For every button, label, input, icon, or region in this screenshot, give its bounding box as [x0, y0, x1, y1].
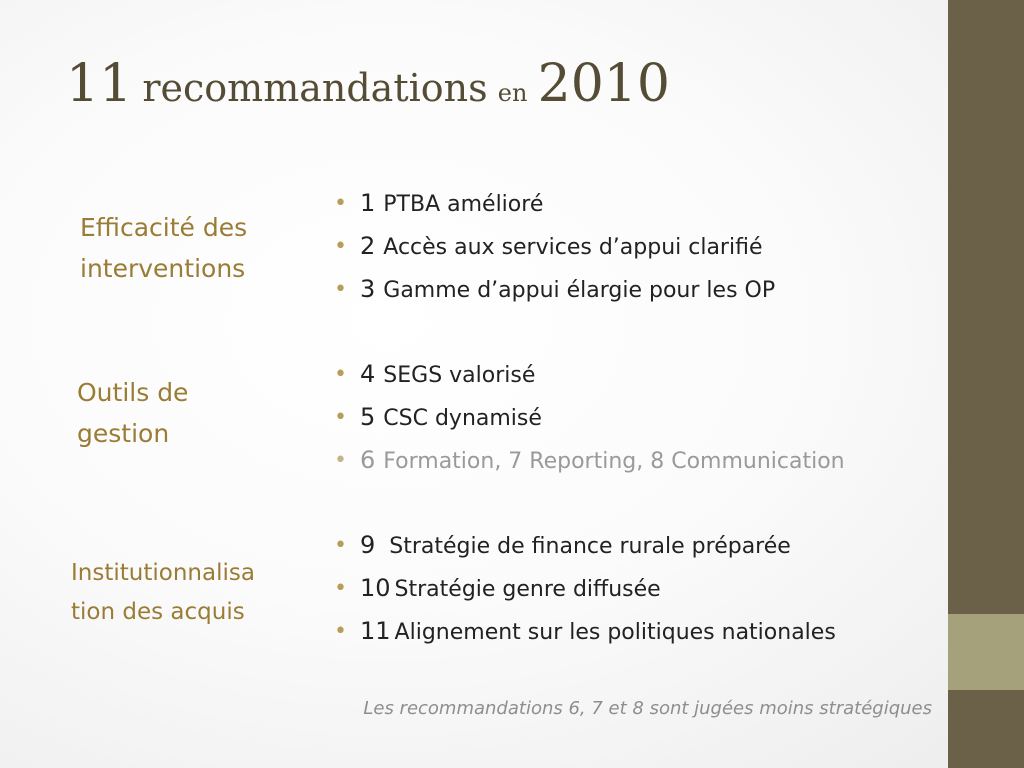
category-line: interventions	[80, 254, 246, 283]
footnote: Les recommandations 6, 7 et 8 sont jugées moins stratégiques	[363, 698, 932, 719]
recommendation-item	[334, 396, 845, 439]
bullet-icon: •	[334, 448, 347, 473]
bullet-icon: •	[334, 234, 347, 259]
recommendation-number: 6	[360, 446, 376, 474]
bullet-icon: •	[334, 362, 347, 387]
category-line: Institutionnalisa	[71, 560, 255, 586]
recommendation-item	[334, 610, 836, 653]
bullet-icon: •	[334, 405, 347, 430]
recommendation-number: 9	[360, 531, 376, 559]
recommendation-item	[334, 225, 775, 268]
bullet-icon: •	[334, 191, 347, 216]
recommendation-text: PTBA amélioré	[383, 192, 544, 217]
recommendation-group-2	[334, 353, 845, 482]
category-line: Outils de	[77, 378, 189, 407]
category-line: Efficacité des	[80, 213, 248, 242]
recommendation-number: 3	[360, 275, 376, 303]
recommendation-text: Alignement sur les politiques nationales	[394, 620, 836, 645]
bullet-icon: •	[334, 576, 347, 601]
recommendation-number: 10	[360, 574, 391, 602]
recommendation-item	[334, 182, 775, 225]
recommendation-text: Stratégie de finance rurale préparée	[389, 534, 791, 559]
recommendation-number: 1	[360, 189, 376, 217]
category-line: gestion	[77, 419, 170, 448]
recommendation-item-muted	[334, 439, 845, 482]
recommendation-text: Stratégie genre diffusée	[394, 577, 661, 602]
title-connector: en	[497, 79, 528, 107]
slide-title	[66, 54, 670, 114]
recommendation-group-3	[334, 524, 836, 653]
recommendation-item	[334, 524, 836, 567]
recommendation-text: CSC dynamisé	[383, 406, 542, 431]
recommendation-text: SEGS valorisé	[383, 363, 536, 388]
title-word: recommandations	[142, 66, 488, 110]
recommendation-number: 5	[360, 403, 376, 431]
bullet-icon: •	[334, 277, 347, 302]
recommendation-item	[334, 353, 845, 396]
recommendation-number: 4	[360, 360, 376, 388]
recommendation-number: 11	[360, 617, 391, 645]
bullet-icon: •	[334, 533, 347, 558]
recommendation-text: Formation, 7 Reporting, 8 Communication	[383, 449, 845, 474]
recommendation-item	[334, 567, 836, 610]
category-label-institutionnalisation	[71, 554, 255, 632]
sidebar-accent-block	[948, 614, 1024, 690]
recommendation-text: Accès aux services d’appui clarifié	[383, 235, 763, 260]
title-year: 2010	[537, 54, 670, 114]
bullet-icon: •	[334, 619, 347, 644]
category-label-efficacite	[80, 207, 247, 289]
recommendation-item	[334, 268, 775, 311]
recommendation-group-1	[334, 182, 775, 311]
category-line: tion des acquis	[71, 599, 245, 625]
category-label-outils	[77, 372, 188, 454]
recommendation-text: Gamme d’appui élargie pour les OP	[383, 278, 776, 303]
recommendation-number: 2	[360, 232, 376, 260]
title-number: 11	[66, 54, 133, 114]
